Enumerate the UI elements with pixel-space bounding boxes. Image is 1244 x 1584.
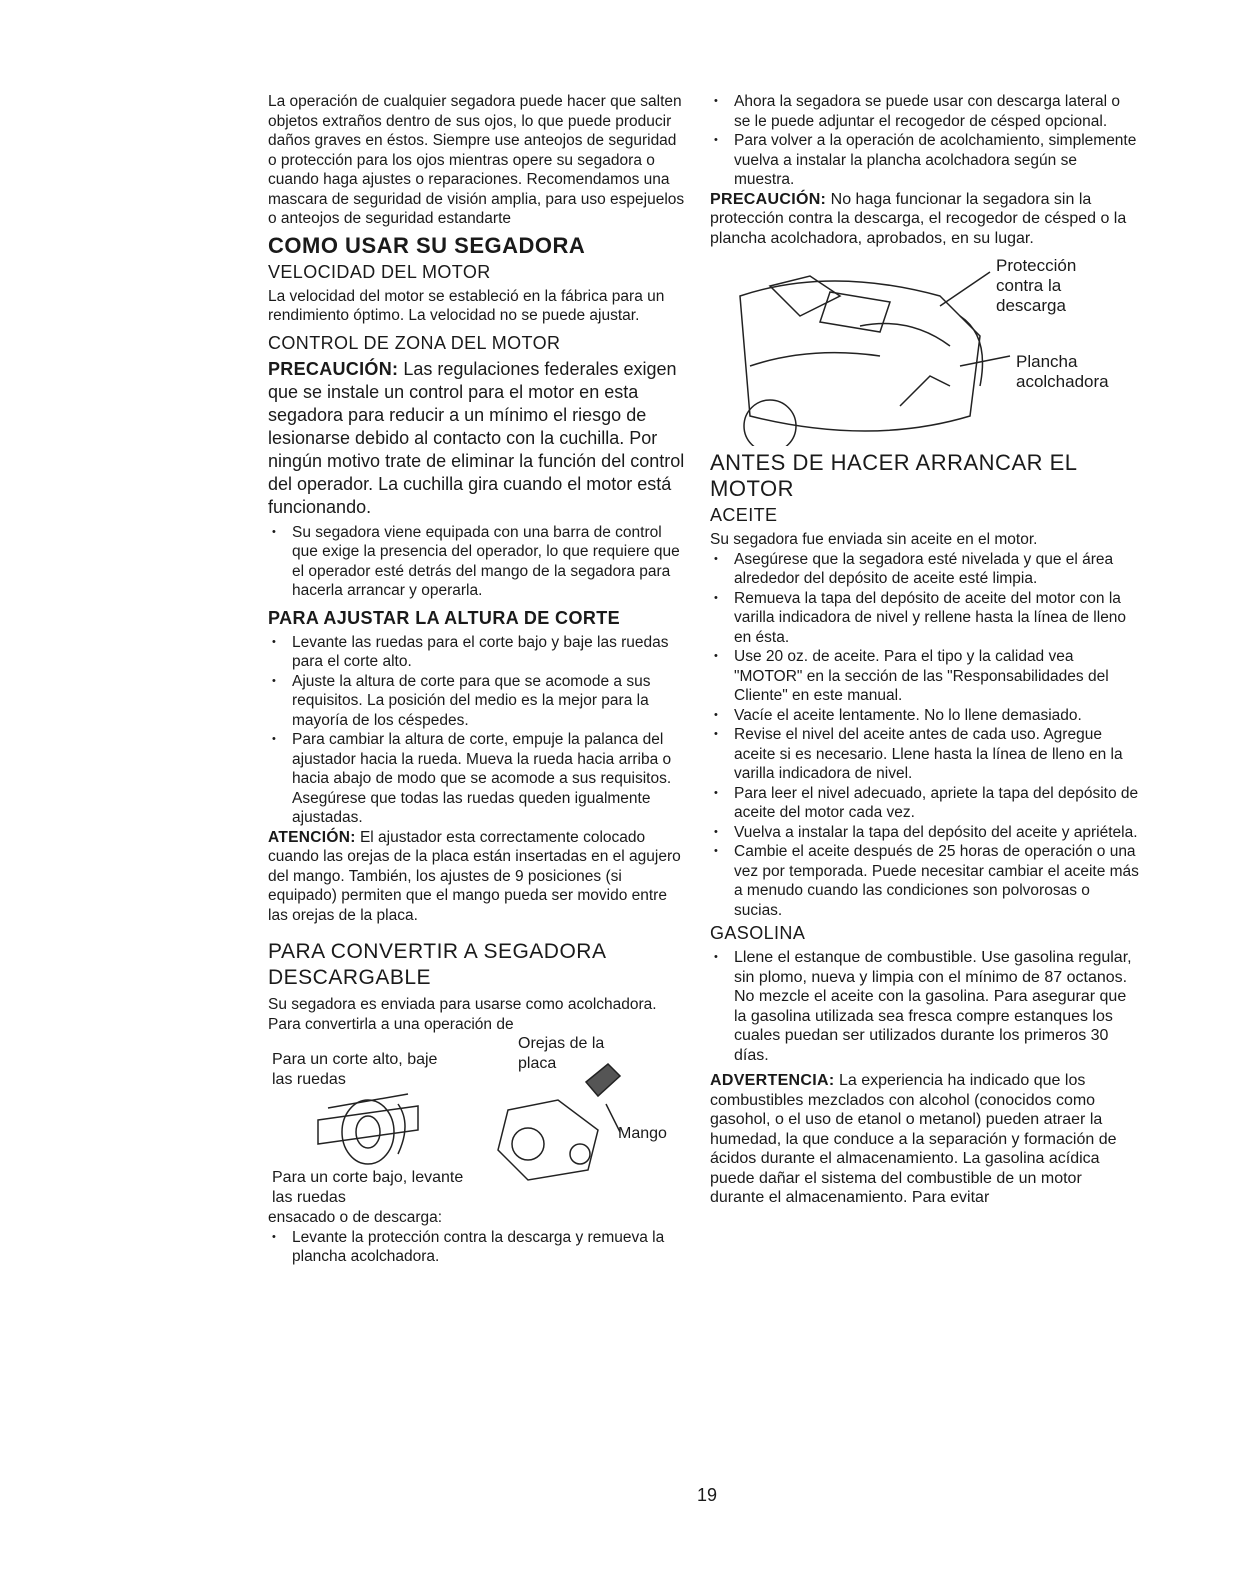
precaucion-text: No haga funcionar la segadora sin la protección contra la descarga, el recogedor de césped o la plancha acolchadora, aprobados, en su lugar. [710,190,1127,247]
fig-label-bajo: Para un corte bajo, levante las ruedas [272,1169,464,1206]
list-item: • Para cambiar la altura de corte, empuje la palanca del ajustador hacia la rueda. Mueva la rueda hacia arriba o hacia abajo de modo que se acomode a sus requisitos. Asegúrese que todas las ruedas queden igualmente ajustadas. [268,730,688,828]
list-item: • Ajuste la altura de corte para que se acomode a sus requisitos. La posición del medio es la mejor para la mayoría de los céspedes. [268,672,688,731]
convertir-continuation: ensacado o de descarga: [268,1209,443,1226]
height-adjust-figure [268,1034,688,1208]
velocidad-paragraph: La velocidad del motor se estableció en la fábrica para un rendimiento óptimo. La velocidad no se puede ajustar. [268,287,665,324]
list-item: • Su segadora viene equipada con una barra de control que exige la presencia del operador, lo que requiere que el operador esté detrás del mango de la segadora para hacerla arrancar y operarla. [268,523,688,601]
wheel-illustration [268,1034,688,1208]
heading-control: CONTROL DE ZONA DEL MOTOR [268,332,561,353]
aceite-list [710,550,1140,921]
atencion-text: El ajustador esta correctamente colocado cuando las orejas de la placa están insertadas en el agujero del mango. También, los ajustes de 9 posiciones (si equipado) permiten que el mango pueda ser movido entre las orejas de la placa. [268,828,681,924]
precaucion-paragraph [710,190,1140,249]
top-list [710,92,1140,190]
advertencia-label: ADVERTENCIA: [710,1072,835,1089]
list-item: • Vuelva a instalar la tapa del depósito del aceite y apriétela. [710,823,1140,843]
list-item: • Cambie el aceite después de 25 horas de operación o una vez por temporada. Puede necesitar cambiar el aceite más a menudo cuando las condiciones son polvorosas o sucias. [710,842,1140,920]
control-paragraph [268,358,688,519]
fig-label-orejas: Orejas de la placa [518,1035,605,1072]
atencion-paragraph [268,828,688,926]
list-item: • Vacíe el aceite lentamente. No lo llene demasiado. [710,706,1140,726]
heading-aceite: ACEITE [710,505,778,525]
page-number: 19 [697,1485,718,1505]
list-item: • Revise el nivel del aceite antes de cada uso. Agregue aceite si es necesario. Llene hasta la línea de lleno en la varilla indicadora de nivel. [710,725,1140,784]
advertencia-paragraph [710,1071,1140,1208]
heading-convertir: PARA CONVERTIR A SEGADORA DESCARGABLE [268,940,606,989]
heading-como-usar: COMO USAR SU SEGADORA [268,232,586,258]
control-list [268,523,688,601]
left-column [268,92,688,1267]
precaucion-label: PRECAUCIÓN: [268,358,399,379]
list-item: • Use 20 oz. de aceite. Para el tipo y la calidad vea "MOTOR" en la sección de las "Responsabilidades del Cliente" en este manual. [710,647,1140,706]
fig-label-plancha: Plancha acolchadora [1016,352,1109,391]
list-item: • Para volver a la operación de acolchamiento, simplemente vuelva a instalar la plancha acolchadora según se muestra. [710,131,1140,190]
atencion-label: ATENCIÓN: [268,828,356,846]
control-text: Las regulaciones federales exigen que se instale un control para el motor en esta segadora para reducir a un mínimo el riesgo de lesionarse debido al contacto con la cuchilla. Por ningún motivo trate de eliminar la función del control del operador. La cuchilla gira cuando el motor está funcionando. [268,358,685,517]
fig-label-proteccion: Protección contra la descarga [996,256,1077,315]
list-item: • Asegúrese que la segadora esté nivelada y que el área alrededor del depósito de aceite esté limpia. [710,550,1140,589]
advertencia-text: La experiencia ha indicado que los combustibles mezclados con alcohol (conocidos como gasohol, o el uso de etanol o metanol) pueden atraer la humedad, la que conduce a la separación y formación de ácidos durante el almacenamiento. La gasolina acídica puede dañar el sistema del combustible de un motor durante el almacenamiento. Para evitar [710,1072,1117,1206]
list-item: • Levante las ruedas para el corte bajo y baje las ruedas para el corte alto. [268,633,688,672]
fig-label-alto: Para un corte alto, baje las ruedas [272,1051,438,1088]
gasolina-list [710,948,1140,1065]
heading-altura: PARA AJUSTAR LA ALTURA DE CORTE [268,607,621,628]
intro-paragraph: La operación de cualquier segadora puede hacer que salten objetos extraños dentro de sus ojos, lo que puede producir daños graves en éstos. Siempre use anteojos de seguridad o protección para los ojos mientras opere su segadora o cuando haga ajustes o reparaciones. Recomendamos una mascara de seguridad de visión amplia, para uso espejuelos o anteojos de seguridad estandarte [268,93,685,227]
mower-figure [710,256,1140,446]
list-item: • Remueva la tapa del depósito de aceite del motor con la varilla indicadora de nivel y rellene hasta la línea de lleno en ésta. [710,589,1140,648]
list-item: • Ahora la segadora se puede usar con descarga lateral o se le puede adjuntar el recogedor de césped opcional. [710,92,1140,131]
altura-list [268,633,688,828]
list-item: • Para leer el nivel adecuado, apriete la tapa del depósito de aceite del motor cada vez. [710,784,1140,823]
list-item: • Llene el estanque de combustible. Use gasolina regular, sin plomo, nueva y limpia con el mínimo de 87 octanos. No mezcle el aceite con la gasolina. Para asegurar que la gasolina utilizada sea fresca compre estanques los cuales puedan ser utilizados durante los primeros 30 días. [710,948,1140,1065]
heading-velocidad: VELOCIDAD DEL MOTOR [268,261,491,282]
list-item: • Levante la protección contra la descarga y remueva la plancha acolchadora. [268,1228,688,1267]
fig-label-mango: Mango [618,1125,667,1142]
precaucion-label: PRECAUCIÓN: [710,190,827,208]
heading-gasolina: GASOLINA [710,923,806,943]
right-column [710,92,1140,1208]
convertir-paragraph: Su segadora es enviada para usarse como acolchadora. Para convertirla a una operación de [268,996,657,1033]
heading-antes: ANTES DE HACER ARRANCAR EL MOTOR [710,450,1077,501]
convertir-list [268,1228,688,1267]
aceite-intro: Su segadora fue enviada sin aceite en el motor. [710,531,1038,548]
